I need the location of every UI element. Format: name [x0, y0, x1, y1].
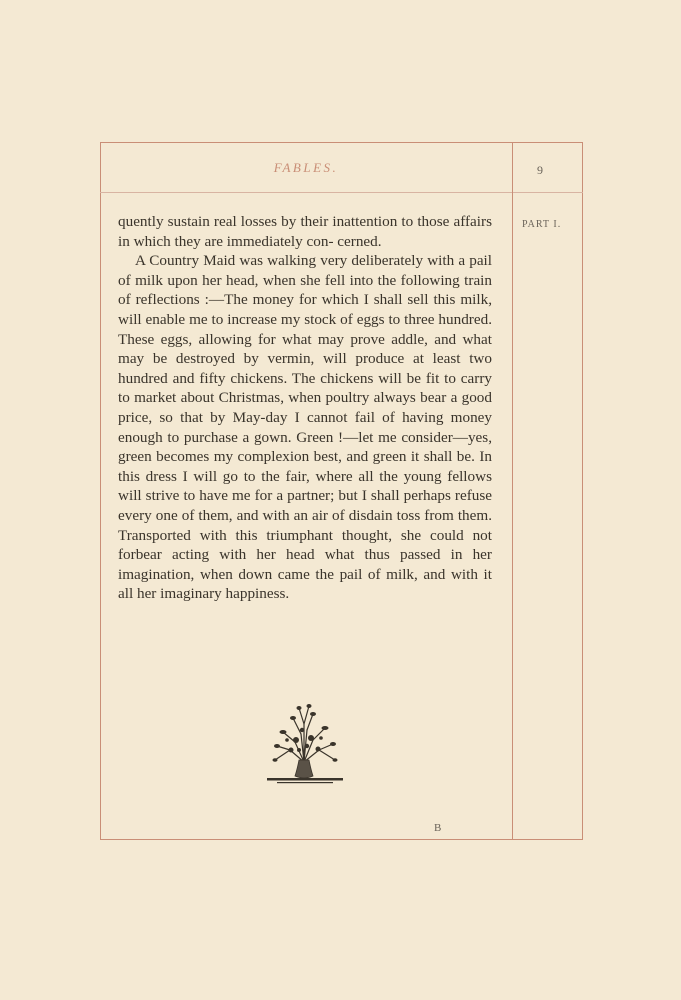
- margin-rule: [512, 142, 513, 840]
- paragraph-continuation: quently sustain real losses by their inattention to those affairs in which they are immediately con- cerned.: [118, 213, 492, 250]
- bottom-rule: [100, 839, 583, 840]
- page-number: 9: [537, 163, 543, 177]
- paragraph-fable: A Country Maid was walking very deliberately with a pail of milk upon her head, when she fell into the following train of reflections :—The money for which I shall sell this milk, will enable me to increase my stock of eggs to three hundred. These eggs, allowing for what may prove addle, and what may be destroyed by vermin, will produce at least two hundred and fifty chickens. The chickens will be fit to carry to market about Christmas, when poultry always bear a good price, so that by May-day I cannot fail of having money enough to purchase a gown. Green !—let me consider—yes, green becomes my complexion best, and green it shall be. In this dress I will go to the fair, where all the young fellows will strive to have me for a partner; but I shall perhaps refuse every one of them, and with an air of disdain toss from them. Transported with this triumphant thought, she could not forbear acting with her head what thus passed in her imagination, when down came the pail of milk, and with it all her imaginary happiness.: [118, 252, 492, 603]
- running-title: FABLES.: [273, 160, 339, 175]
- header-rule: [100, 192, 583, 193]
- flower-vase-icon: [263, 700, 345, 786]
- body-text: [118, 212, 492, 604]
- signature-mark: B: [434, 822, 442, 834]
- side-note: PART I.: [522, 219, 562, 230]
